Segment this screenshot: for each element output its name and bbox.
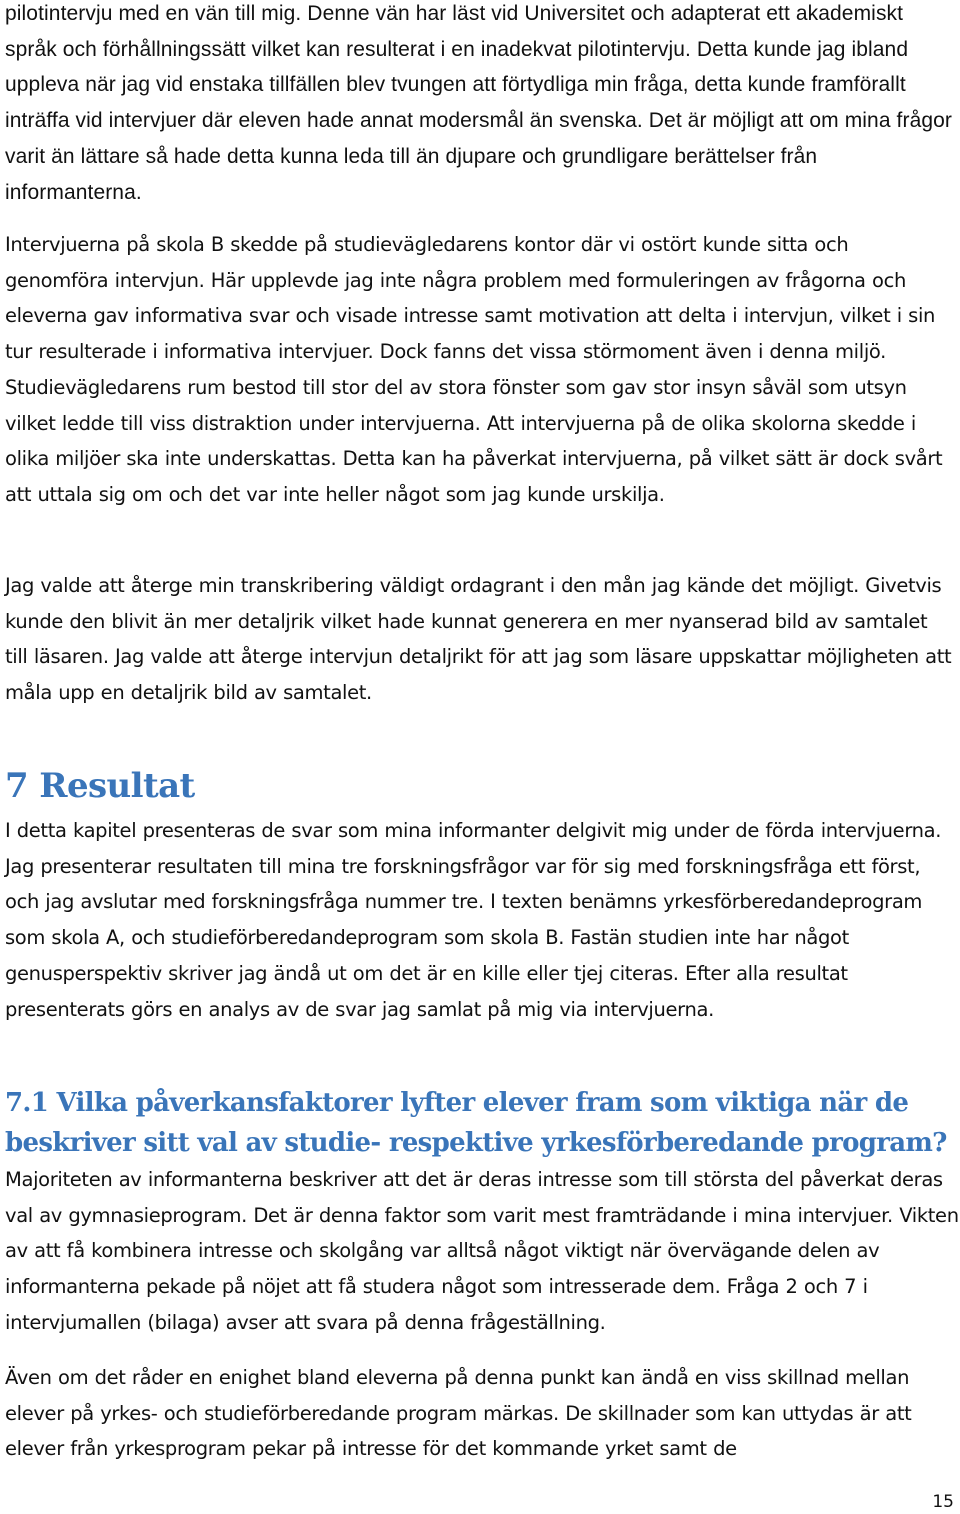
paragraph-results-intro: I detta kapitel presenteras de svar som mina informanter delgivit mig under de förda intervjuerna. Jag presenterar resultaten till mina tre forskningsfrågor var för sig med forskningsfråga ett först, och jag avslutar med forskningsfråga nummer tre. I texten benämns yrkesförberedandeprogram som skola A, och studieförberedandeprogram som skola B. Fastän studien inte har något genusperspektiv skriver jag ändå ut om det är en kille eller tjej citeras. Efter alla resultat presenterats görs en analys av de svar jag samlat på mig via intervjuerna. [5,819,942,1021]
page-number: 15 [932,1492,954,1512]
heading-7-1: 7.1 Vilka påverkansfaktorer lyfter elever fram som viktiga när de beskriver sitt val av studie- respektive yrkesförberedande program? [5,1088,947,1158]
paragraph-majority-interest: Majoriteten av informanterna beskriver att det är deras intresse som till största del påverkat deras val av gymnasieprogram. Det är denna faktor som varit mest framträdande i mina intervjuer. Vikten av att få kombinera intresse och skolgång var alltså något viktigt när övervägande delen av informanterna pekade på nöjet att få studera något som intresserade dem. Fråga 2 och 7 i intervjumallen (bilaga) avser att svara på denna frågeställning. [5,1168,959,1334]
heading-resultat: 7 Resultat [5,766,195,806]
paragraph-school-b-interviews: Intervjuerna på skola B skedde på studievägledarens kontor där vi ostört kunde sitta och genomföra intervjun. Här upplevde jag inte några problem med formuleringen av frågorna och eleverna gav informativa svar och visade intresse samt motivation att delta i intervjun, vilket i sin tur resulterade i informativa intervjuer. Dock fanns det vissa störmoment även i denna miljö. Studievägledarens rum bestod till stor del av stora fönster som gav stor insyn såväl som utsyn vilket ledde till viss distraktion under intervjuerna. Att intervjuerna på de olika skolorna skedde i olika miljöer ska inte underskattas. Detta kan ha påverkat intervjuerna, på vilket sätt är dock svårt att uttala sig om och det var inte heller något som jag kunde urskilja. [5,233,943,506]
paragraph-differences: Även om det råder en enighet bland eleverna på denna punkt kan ändå en viss skillnad mellan elever på yrkes- och studieförberedande program märkas. De skillnader som kan uttydas är att elever från yrkesprogram pekar på intresse för det kommande yrket samt de [5,1366,912,1461]
paragraph-pilot-interview: pilotintervju med en vän till mig. Denne vän har läst vid Universitet och adapterat ett akademiskt språk och förhållningssätt vilket kan resulterat i en inadekvat pilotintervju. Detta kunde jag ibland uppleva när jag vid enstaka tillfällen blev tvungen att förtydliga min fråga, detta kunde framförallt inträffa vid intervjuer där eleven hade annat modersmål än svenska. Det är möjligt att om mina frågor varit än lättare så hade detta kunna leda till än djupare och grundligare berättelser från informanterna. [5,2,953,204]
paragraph-transcription: Jag valde att återge min transkribering väldigt ordagrant i den mån jag kände det möjligt. Givetvis kunde den blivit än mer detaljrik vilket hade kunnat generera en mer nyanserad bild av samtalet till läsaren. Jag valde att återge intervjun detaljrikt för att jag som läsare uppskattar möjligheten att måla upp en detaljrik bild av samtalet. [5,574,952,705]
